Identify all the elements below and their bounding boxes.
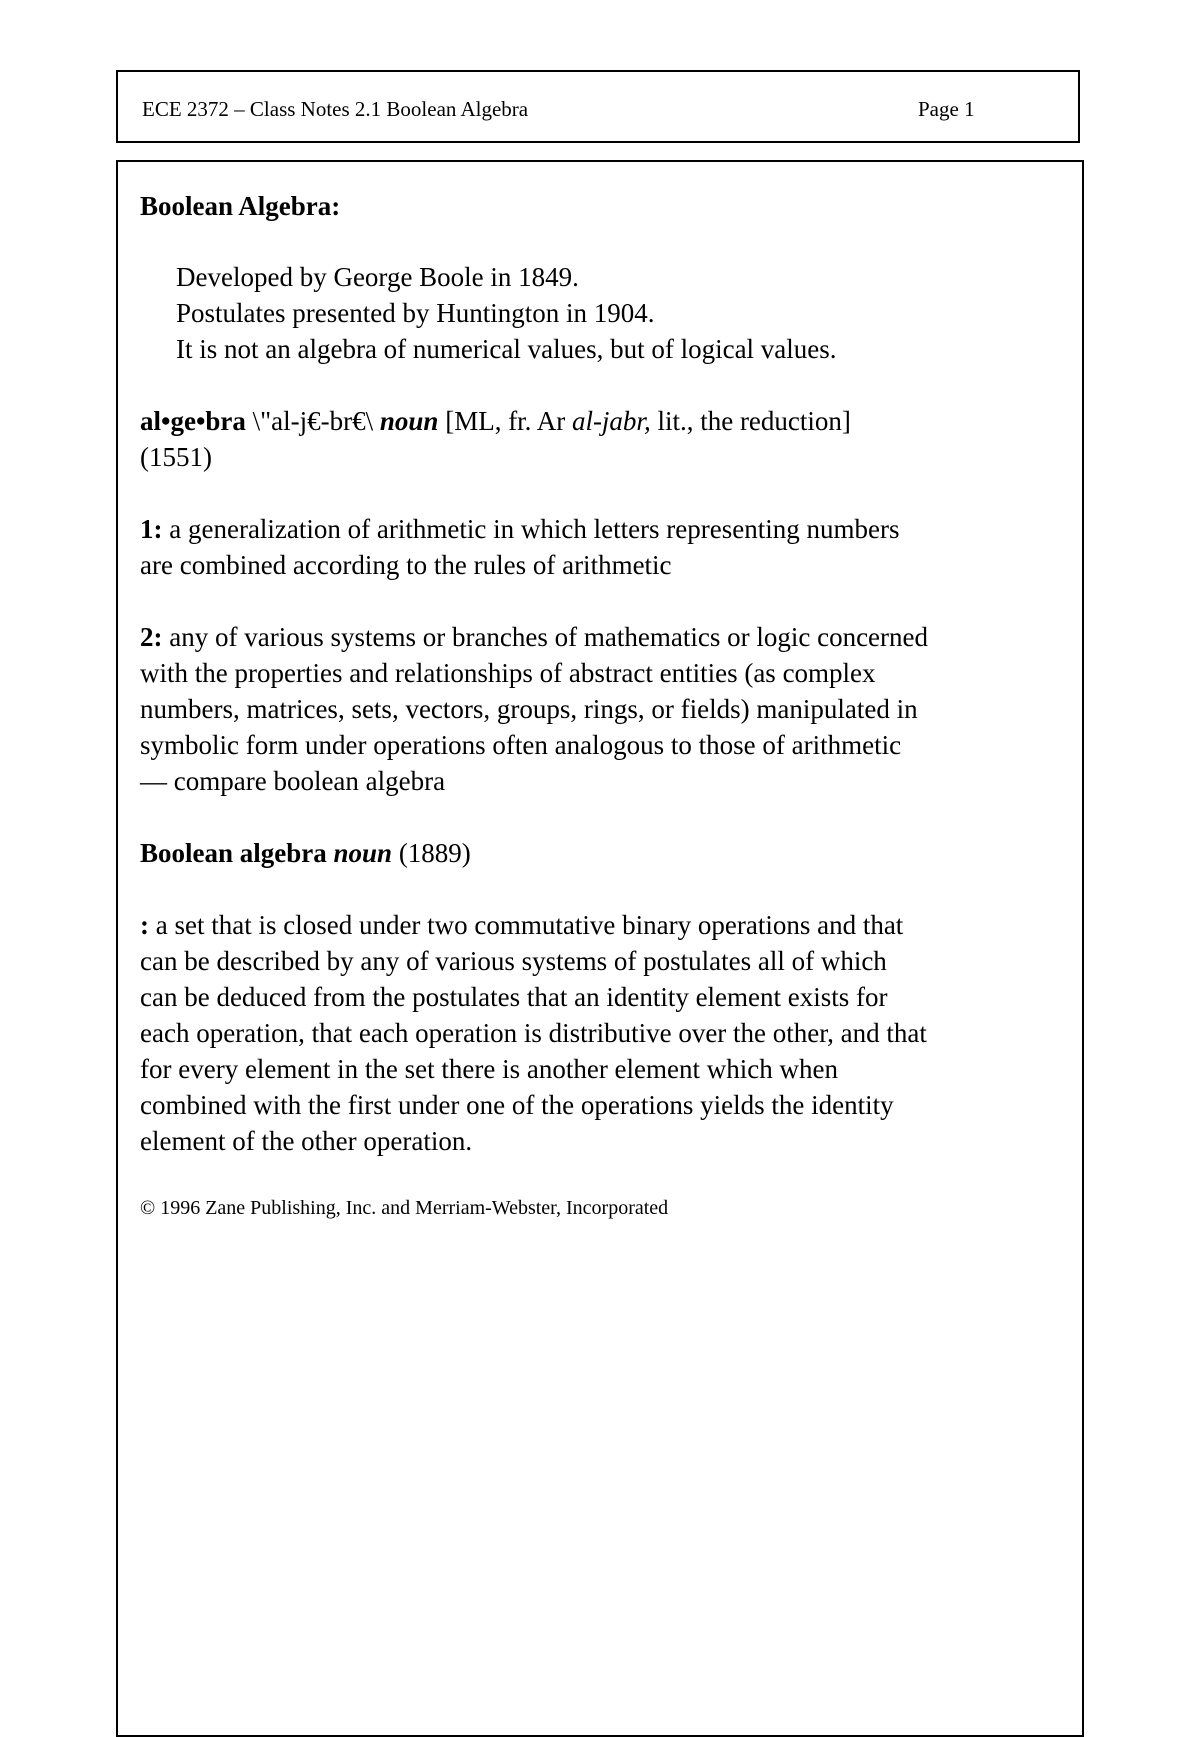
definition-text: element of the other operation. bbox=[140, 1126, 473, 1156]
definition-text: numbers, matrices, sets, vectors, groups, rings, or fields) manipulated in bbox=[140, 694, 918, 724]
section-heading: Boolean Algebra: bbox=[140, 191, 341, 221]
definition-text: can be described by any of various systems of postulates all of which bbox=[140, 946, 887, 976]
definition-text: a generalization of arithmetic in which letters representing numbers bbox=[162, 514, 900, 544]
intro-line: It is not an algebra of numerical values, but of logical values. bbox=[176, 334, 837, 364]
etymology-close: lit., the reduction] bbox=[650, 406, 851, 436]
definition-text: are combined according to the rules of arithmetic bbox=[140, 550, 672, 580]
boolean-definition bbox=[140, 907, 903, 943]
entry-algebra-header bbox=[140, 403, 851, 439]
definition-text: any of various systems or branches of mathematics or logic concerned bbox=[162, 622, 929, 652]
definition-colon: : bbox=[140, 910, 149, 940]
definition-text: each operation, that each operation is distributive over the other, and that bbox=[140, 1018, 927, 1048]
headword: Boolean algebra bbox=[140, 838, 327, 868]
part-of-speech: noun bbox=[379, 406, 439, 436]
document-title: ECE 2372 – Class Notes 2.1 Boolean Algebra bbox=[142, 97, 529, 121]
definition-number: 1: bbox=[140, 514, 163, 544]
definition-2 bbox=[140, 619, 928, 655]
headword: al•ge•bra bbox=[140, 406, 246, 436]
definition-1 bbox=[140, 511, 899, 547]
entry-date: (1889) bbox=[392, 838, 471, 868]
etymology-word: al-jabr, bbox=[571, 406, 651, 436]
intro-line: Postulates presented by Huntington in 1904. bbox=[176, 298, 655, 328]
page-header bbox=[116, 70, 1080, 143]
definition-text: — compare boolean algebra bbox=[140, 766, 446, 796]
definition-text: can be deduced from the postulates that an identity element exists for bbox=[140, 982, 888, 1012]
definition-text: for every element in the set there is another element which when bbox=[140, 1054, 838, 1084]
pronunciation: \"al-j€-br€\ bbox=[245, 406, 380, 436]
definition-text: symbolic form under operations often analogous to those of arithmetic bbox=[140, 730, 902, 760]
definition-text: a set that is closed under two commutative binary operations and that bbox=[149, 910, 904, 940]
part-of-speech: noun bbox=[333, 838, 393, 868]
intro-line: Developed by George Boole in 1849. bbox=[176, 262, 579, 292]
entry-boolean-header bbox=[140, 835, 471, 871]
copyright-notice: © 1996 Zane Publishing, Inc. and Merriam-Webster, Incorporated bbox=[140, 1197, 669, 1219]
definition-number: 2: bbox=[140, 622, 163, 652]
definition-text: with the properties and relationships of abstract entities (as complex bbox=[140, 658, 876, 688]
etymology-open: [ML, fr. Ar bbox=[438, 406, 572, 436]
entry-date: (1551) bbox=[140, 442, 212, 472]
page-number: Page 1 bbox=[918, 97, 975, 121]
definition-text: combined with the first under one of the operations yields the identity bbox=[140, 1090, 894, 1120]
